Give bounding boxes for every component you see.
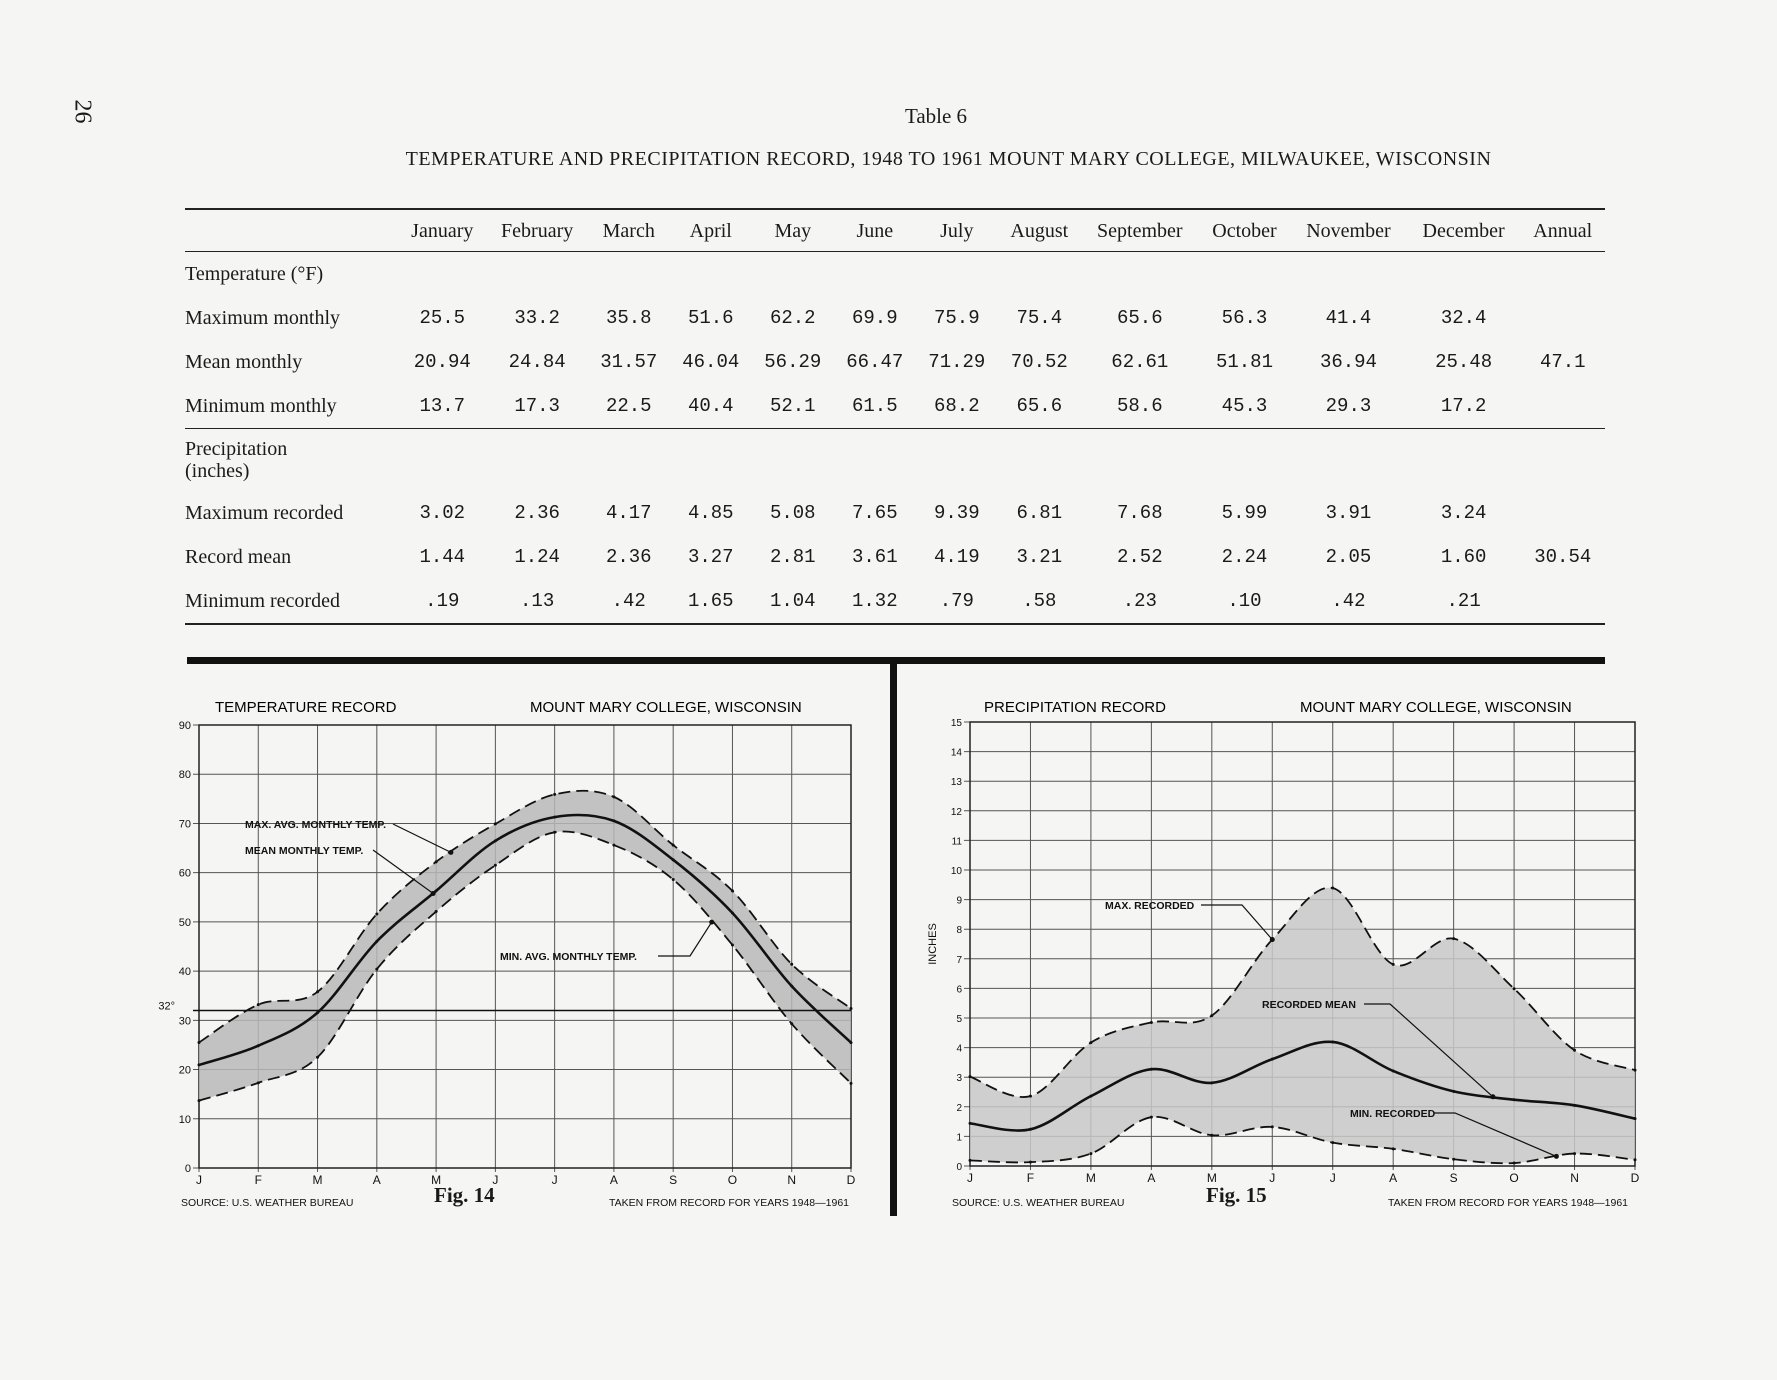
data-point-max [1029, 1095, 1032, 1098]
col-header: July [940, 220, 974, 242]
table-label: Table 6 [904, 104, 968, 128]
table-cell: 3.91 [1325, 502, 1372, 524]
y-tick-label: 10 [950, 866, 962, 877]
y-tick-label: 10 [178, 1113, 191, 1126]
y-tick-label: 1 [956, 1132, 962, 1144]
y-tick-label: 50 [178, 916, 191, 929]
x-tick-label: M [1085, 1171, 1096, 1185]
table-cell: 29.3 [1325, 395, 1372, 417]
x-tick-label: M [312, 1173, 323, 1187]
table-row [185, 579, 1605, 624]
data-point-mean [790, 985, 793, 988]
data-point-max [257, 1003, 260, 1006]
table-cell: 65.6 [1016, 395, 1063, 417]
data-point-mean [672, 858, 675, 861]
table-cell: 1.44 [419, 546, 466, 568]
table-cell: 6.81 [1016, 502, 1063, 524]
table-cell: 2.36 [605, 546, 652, 568]
annotation-min: MIN. RECORDED [1350, 1108, 1436, 1120]
vertical-rule [890, 664, 897, 1216]
data-point-min [672, 878, 675, 881]
col-header: June [856, 220, 894, 242]
table-cell: 61.5 [851, 395, 898, 417]
table-cell [1521, 296, 1606, 340]
y-tick-label: 0 [956, 1162, 962, 1173]
y-tick-label: 30 [178, 1015, 191, 1028]
data-point-min [1150, 1116, 1153, 1119]
table-cell: 2.81 [769, 546, 816, 568]
table-cell: 22.5 [605, 395, 652, 417]
annotation-arrow [431, 891, 436, 896]
data-point-min [731, 944, 734, 947]
table-cell: 3.21 [1016, 546, 1063, 568]
precipitation-chart [910, 690, 1650, 1210]
y-tick-label: 80 [178, 769, 191, 782]
data-point-max [672, 844, 675, 847]
data-point-max [1452, 937, 1455, 940]
annotation-arrow [1270, 937, 1275, 942]
row-label: Maximum monthly [185, 306, 340, 329]
data-point-mean [1029, 1128, 1032, 1131]
chart-subtitle: MOUNT MARY COLLEGE, WISCONSIN [530, 699, 802, 716]
data-point-min [257, 1081, 260, 1084]
y-tick-label: 15 [950, 718, 962, 729]
table-cell: .10 [1227, 590, 1262, 612]
data-point-mean [1573, 1104, 1576, 1107]
table-cell [1521, 491, 1606, 535]
table-cell: 7.68 [1117, 502, 1163, 524]
temperature-section-label: Temperature (°F) [185, 262, 324, 285]
data-point-mean [969, 1122, 972, 1125]
data-point-min [435, 910, 438, 913]
data-point-min [494, 864, 497, 867]
data-point-min [612, 844, 615, 847]
row-label: Mean monthly [185, 350, 303, 373]
data-point-mean [316, 1011, 319, 1014]
precipitation-label-line2: (inches) [185, 460, 250, 482]
data-point-min [316, 1056, 319, 1059]
x-tick-label: A [372, 1173, 381, 1187]
table-cell: 25.5 [419, 307, 466, 329]
table-cell: 2.05 [1325, 546, 1372, 568]
y-tick-label: 6 [956, 984, 962, 996]
table-cell: 24.84 [508, 351, 566, 373]
table-cell: 5.99 [1221, 502, 1268, 524]
data-point-max [1513, 987, 1516, 990]
table-cell: 33.2 [514, 307, 560, 329]
data-point-mean [1150, 1068, 1153, 1071]
table-cell: 46.04 [682, 351, 740, 373]
data-point-max [1573, 1049, 1576, 1052]
annotation-arrow [1554, 1154, 1559, 1159]
col-header: December [1422, 220, 1505, 242]
annotation-max: MAX. RECORDED [1105, 900, 1195, 912]
table-row [185, 296, 1605, 340]
annotation-leader [393, 824, 451, 852]
row-label: Record mean [185, 545, 292, 568]
fig14-label: Fig. 14 [434, 1183, 495, 1207]
data-point-min [375, 968, 378, 971]
col-header: January [411, 220, 474, 242]
table-cell: 75.9 [934, 307, 980, 329]
x-tick-label: J [492, 1173, 499, 1187]
y-axis-label: INCHES [927, 923, 939, 965]
table-cell: 3.27 [687, 546, 734, 568]
annotation-max: MAX. AVG. MONTHLY TEMP. [245, 819, 386, 831]
table-cell [1521, 384, 1606, 429]
y-tick-label: 2 [956, 1102, 962, 1114]
annotation-arrow [1490, 1094, 1495, 1099]
table-cell: 2.52 [1117, 546, 1163, 568]
y-tick-label: 5 [956, 1014, 962, 1025]
x-tick-label: S [669, 1173, 678, 1187]
y-tick-label: 40 [178, 966, 191, 979]
data-point-max [731, 889, 734, 892]
table-cell: 3.24 [1440, 502, 1487, 524]
data-point-mean [1210, 1081, 1213, 1084]
col-header: April [689, 220, 732, 242]
table-cell: 1.60 [1440, 546, 1487, 568]
y-tick-label: 11 [951, 836, 962, 848]
data-point-max [612, 795, 615, 798]
table-cell: 13.7 [419, 395, 466, 417]
precipitation-section-label [185, 429, 1605, 492]
x-tick-label: A [609, 1173, 618, 1187]
table-cell [1521, 579, 1606, 624]
data-point-min [1513, 1162, 1516, 1165]
col-header: Annual [1533, 220, 1593, 242]
source-note: SOURCE: U.S. WEATHER BUREAU [181, 1197, 354, 1209]
x-tick-label: J [1329, 1171, 1336, 1185]
precipitation-label-line1: Precipitation [185, 438, 288, 460]
table-cell: 52.1 [769, 395, 816, 417]
x-tick-label: S [1449, 1171, 1458, 1185]
table-cell: 1.32 [851, 590, 898, 612]
x-tick-label: A [1389, 1171, 1398, 1185]
table-cell: 3.61 [851, 546, 898, 568]
table-cell: 58.6 [1117, 395, 1163, 417]
y-tick-label: 60 [178, 867, 191, 880]
table-cell: 9.39 [934, 502, 980, 524]
y-tick-label: 14 [950, 747, 962, 759]
table-cell: 62.2 [769, 307, 816, 329]
data-point-max [375, 913, 378, 916]
data-point-mean [1089, 1095, 1092, 1098]
table-cell: 17.3 [514, 395, 560, 417]
data-point-min [198, 1099, 201, 1102]
annotation-arrow [709, 920, 714, 925]
x-tick-label: M [1206, 1171, 1217, 1185]
data-point-max [198, 1041, 201, 1044]
data-point-min [1392, 1147, 1395, 1150]
source-note: SOURCE: U.S. WEATHER BUREAU [952, 1197, 1125, 1209]
table-cell: 5.08 [769, 502, 816, 524]
table-cell: 2.24 [1221, 546, 1268, 568]
table-cell: .42 [611, 590, 646, 612]
x-tick-label: N [1570, 1171, 1579, 1185]
table-row [185, 491, 1605, 535]
table-cell: .21 [1446, 590, 1481, 612]
data-point-min [790, 1022, 793, 1025]
table-cell: .23 [1122, 590, 1157, 612]
x-tick-label: O [727, 1173, 738, 1187]
horizontal-rule [187, 657, 1605, 664]
table-row [185, 535, 1605, 579]
data-point-max [850, 1007, 853, 1010]
table-cell: 45.3 [1221, 395, 1268, 417]
col-header: November [1306, 220, 1391, 242]
y-tick-label: 7 [956, 954, 962, 966]
data-point-max [1331, 887, 1334, 890]
table-cell: 2.36 [514, 502, 560, 524]
x-tick-label: F [1026, 1171, 1035, 1185]
table-cell: .42 [1331, 590, 1366, 612]
data-point-max [790, 963, 793, 966]
table-cell: 30.54 [1534, 546, 1592, 568]
table-body [185, 252, 1605, 625]
y-tick-label: 9 [956, 895, 962, 907]
table-cell: 65.6 [1117, 307, 1163, 329]
data-point-mean [850, 1041, 853, 1044]
table-cell: 56.29 [764, 351, 822, 373]
table-cell: 75.4 [1016, 307, 1063, 329]
data-point-max [553, 793, 556, 796]
data-point-mean [1452, 1090, 1455, 1093]
table-row [185, 340, 1605, 384]
table-cell: 17.2 [1440, 395, 1487, 417]
x-tick-label: F [254, 1173, 262, 1187]
table-cell: 71.29 [928, 351, 986, 373]
data-point-max [1392, 963, 1395, 966]
data-point-min [1089, 1152, 1092, 1155]
table-title: TEMPERATURE AND PRECIPITATION RECORD, 1948 TO 1961 MOUNT MARY COLLEGE, MILWAUKEE, WISCONSIN [405, 148, 1492, 170]
data-point-min [850, 1082, 853, 1085]
table-cell: 40.4 [687, 395, 734, 417]
temperature-chart [135, 690, 870, 1210]
col-header: May [774, 220, 812, 242]
page-number: 26 [69, 99, 96, 124]
y-tick-label: 90 [178, 720, 191, 732]
col-header: February [501, 220, 574, 242]
annotation-mean: RECORDED MEAN [1262, 999, 1356, 1011]
data-point-mean [1392, 1069, 1395, 1072]
range-band [199, 791, 851, 1101]
table-cell: 7.65 [851, 502, 898, 524]
temperature-section-row [185, 252, 1605, 297]
table-cell: 35.8 [605, 307, 652, 329]
table-cell: 31.57 [600, 351, 658, 373]
annotation-min: MIN. AVG. MONTHLY TEMP. [500, 951, 637, 963]
x-tick-label: J [196, 1173, 202, 1187]
y-tick-label: 4 [956, 1043, 962, 1055]
x-tick-label: D [846, 1173, 856, 1187]
reference-label: 32° [158, 1000, 175, 1013]
table-cell: 1.24 [514, 546, 560, 568]
table-cell: 4.17 [605, 502, 652, 524]
header-blank [185, 209, 398, 252]
y-tick-label: 13 [950, 777, 962, 789]
data-point-mean [198, 1063, 201, 1066]
data-point-max [1150, 1021, 1153, 1024]
row-label: Maximum recorded [185, 501, 344, 524]
table-cell: 3.02 [419, 502, 466, 524]
chart-subtitle: MOUNT MARY COLLEGE, WISCONSIN [1300, 699, 1572, 716]
table-cell: .19 [425, 590, 460, 612]
table-cell: 32.4 [1440, 307, 1487, 329]
y-tick-label: 3 [956, 1073, 962, 1085]
table-cell: 20.94 [413, 351, 471, 373]
data-point-min [1452, 1158, 1455, 1161]
chart-title: TEMPERATURE RECORD [215, 699, 397, 716]
data-point-max [316, 990, 319, 993]
data-point-mean [553, 816, 556, 819]
data-point-max [435, 860, 438, 863]
chart-svg [135, 690, 870, 1210]
fig15-label: Fig. 15 [1206, 1183, 1267, 1207]
data-point-min [1029, 1161, 1032, 1164]
data-point-mean [1634, 1117, 1637, 1120]
data-point-mean [375, 940, 378, 943]
data-point-mean [1513, 1098, 1516, 1101]
precipitation-section-row [185, 429, 1605, 492]
data-point-min [969, 1159, 972, 1162]
data-point-max [1634, 1069, 1637, 1072]
col-header: August [1010, 220, 1069, 242]
table-cell: 47.1 [1539, 351, 1586, 373]
data-point-min [1210, 1134, 1213, 1137]
chart-title: PRECIPITATION RECORD [984, 699, 1166, 716]
climate-table [185, 208, 1605, 625]
x-tick-label: J [1269, 1171, 1276, 1185]
x-tick-label: O [1509, 1171, 1519, 1185]
table-cell: 4.85 [687, 502, 734, 524]
data-point-mean [731, 911, 734, 914]
table-cell: .79 [939, 590, 974, 612]
years-note: TAKEN FROM RECORD FOR YEARS 1948—1961 [608, 1197, 849, 1209]
data-point-max [969, 1075, 972, 1078]
y-tick-label: 20 [178, 1064, 191, 1077]
annotation-leader [658, 922, 712, 956]
table-cell: .58 [1022, 590, 1057, 612]
table-cell: .13 [520, 590, 555, 612]
years-note: TAKEN FROM RECORD FOR YEARS 1948—1961 [1387, 1197, 1628, 1209]
table-cell: 4.19 [934, 546, 980, 568]
data-point-mean [612, 819, 615, 822]
table-header-row [185, 209, 1605, 252]
data-point-min [1331, 1141, 1334, 1144]
data-point-min [1634, 1158, 1637, 1161]
data-point-min [1573, 1152, 1576, 1155]
x-tick-label: J [551, 1173, 558, 1187]
y-tick-label: 0 [184, 1163, 191, 1175]
data-point-max [1210, 1014, 1213, 1017]
table-cell: 25.48 [1435, 351, 1493, 373]
x-tick-label: J [967, 1171, 973, 1185]
y-tick-label: 8 [956, 925, 962, 937]
data-point-max [494, 822, 497, 825]
col-header: March [602, 220, 655, 242]
data-point-mean [494, 839, 497, 842]
annotation-mean: MEAN MONTHLY TEMP. [245, 845, 364, 857]
x-tick-label: M [431, 1173, 442, 1187]
x-tick-label: A [1147, 1171, 1156, 1185]
table-cell: 68.2 [934, 395, 980, 417]
data-point-min [553, 831, 556, 834]
x-tick-label: D [1630, 1171, 1640, 1185]
row-label: Minimum monthly [185, 394, 337, 417]
y-tick-label: 12 [950, 806, 962, 818]
table-cell: 66.47 [846, 351, 904, 373]
data-point-max [1089, 1041, 1092, 1044]
table-cell: 41.4 [1325, 307, 1372, 329]
data-point-mean [1271, 1058, 1274, 1061]
table-cell: 51.81 [1215, 351, 1273, 373]
data-point-mean [1331, 1040, 1334, 1043]
col-header: September [1097, 220, 1183, 242]
y-tick-label: 70 [178, 818, 191, 831]
table-cell: 62.61 [1111, 351, 1169, 373]
table-cell: 1.65 [687, 590, 734, 612]
table-row [185, 384, 1605, 429]
table-cell: 70.52 [1010, 351, 1068, 373]
data-point-mean [257, 1044, 260, 1047]
table-cell: 36.94 [1319, 351, 1377, 373]
annotation-arrow [448, 850, 453, 855]
x-tick-label: N [787, 1173, 797, 1187]
table-cell: 51.6 [687, 307, 734, 329]
table-cell: 1.04 [769, 590, 816, 612]
chart-svg [910, 690, 1650, 1210]
data-point-min [1271, 1125, 1274, 1128]
table-cell: 69.9 [851, 307, 898, 329]
table-cell: 56.3 [1221, 307, 1268, 329]
col-header: October [1212, 220, 1277, 242]
row-label: Minimum recorded [185, 589, 340, 612]
